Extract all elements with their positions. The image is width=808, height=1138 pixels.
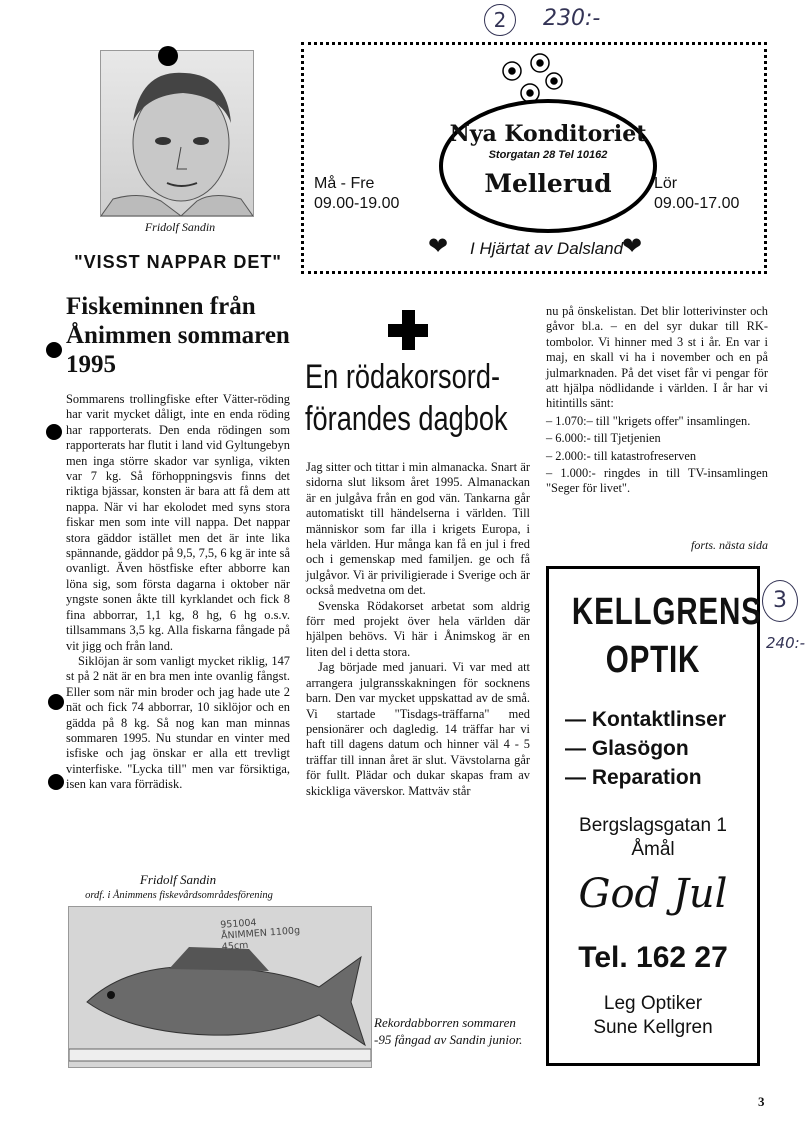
optik-greeting: God Jul (578, 871, 728, 917)
optik-name-line2: OPTIK (605, 639, 701, 681)
article-body-continued (546, 304, 768, 497)
hours-weekday-label: Må - Fre (314, 175, 375, 192)
article-title-dagbok: En rödakorsord-förandes dagbok (305, 358, 508, 438)
donation-item: – 1.070:– till "krigets offer" insamlingen. (546, 413, 751, 428)
signature-role: ordf. i Ånimmens fiskevårdsområdesförening (85, 890, 273, 901)
service-item: — Reparation (565, 766, 702, 789)
red-cross-icon (388, 310, 428, 350)
signature-name: Fridolf Sandin (139, 872, 217, 887)
punch-hole (48, 694, 64, 710)
punch-hole (46, 424, 62, 440)
konditori-slogan: I Hjärtat av Dalsland (470, 239, 624, 258)
konditori-ad (301, 42, 767, 274)
continued-note: forts. nästa sida (690, 538, 768, 552)
optik-ad (546, 566, 760, 1066)
article-body-dagbok (306, 460, 530, 799)
hours-weekday: 09.00-19.00 (314, 195, 400, 212)
punch-hole (46, 342, 62, 358)
fish-photo (68, 906, 372, 1068)
column-heading: "VISST NAPPAR DET" (74, 252, 282, 272)
optik-town: Åmål (631, 839, 675, 860)
heart-icon: ❤ (622, 234, 643, 260)
konditori-oval (439, 99, 657, 233)
handwritten-number-2: 2 (484, 4, 516, 36)
optik-address: Bergslagsgatan 1 (579, 815, 727, 836)
optik-phone: Tel. 162 27 (578, 941, 728, 974)
donation-item: – 1.000:- ringdes in till TV-insamlingen "Seger för livet". (546, 466, 768, 496)
portrait-photo (100, 50, 254, 217)
hours-saturday-label: Lör (654, 175, 678, 192)
optik-owner-title: Leg Optiker (603, 993, 703, 1014)
page-number: 3 (758, 1094, 765, 1109)
handwritten-number-3: 3 (762, 580, 798, 622)
fish-photo-caption: Rekordabborren sommaren -95 fångad av Sandin junior. (374, 1015, 523, 1047)
service-item: — Kontaktlinser (565, 708, 727, 731)
hours-saturday: 09.00-17.00 (654, 195, 740, 212)
konditori-address: Storgatan 28 Tel 10162 (488, 149, 608, 161)
photo-handwritten-note: 951004 ÅNIMMEN 1100g 45cm (219, 917, 301, 953)
paragraph: Jag sitter och tittar i min almanacka. Snart är sidorna slut liksom året 1995. Almanackan är en julgåva från en god vän. Tankarna går automatiskt till händelserna i världen. Till människor som far illa i krigets Europa, i hela världen. Hur många kan få en jul i fred och i gemenskap med familjen. ge och få julgåvor. Vi är priviligierade i Sverige och är också medvetna om det. (306, 460, 530, 598)
paragraph: Siklöjan är som vanligt mycket riklig, 147 st på 2 nät är en bra men inte ovanlig fångst. Eller som när min broder och jag hade ute 2 nät och fick 74 abborrar, 10 siklöjor och en gädda på 8 kg. Så nog kan man minnas sommaren 1995. Nu stundar en vinter med isfiske och jag önskar er alla ett trevligt vinterfiske. "Lycka till" men var försiktiga, isen kan vara förrädisk. (66, 653, 290, 792)
konditori-name: Nya Konditoriet (449, 121, 647, 147)
paragraph: Svenska Rödakorset arbetat som aldrig förr med projekt över hela världen där hjälpen behövs. Vi här i Ånimskog är en liten del i detta stora. (306, 598, 530, 659)
optik-owner-name: Sune Kellgren (593, 1017, 713, 1038)
donation-item: – 6.000:- till Tjetjenien (546, 431, 661, 446)
heart-icon: ❤ (428, 234, 449, 260)
optik-name-line1: KELLGRENS (571, 591, 762, 633)
article-body-fiskeminnen (66, 392, 290, 793)
punch-hole (48, 774, 64, 790)
paragraph: nu på önskelistan. Det blir lotterivinster och gåvor bl.a. – en del syr dukar till RK-tombolor. Vi hinner med 3 st i år. En var i maj, en skall vi ha i november och en på julmarknaden. På det viset får vi pengar för att hjälpa nödlidande i världen. I år har vi hitintills sänt: (546, 304, 768, 411)
handwritten-price-mid: 240:- (766, 634, 806, 652)
service-item: — Glasögon (565, 737, 689, 760)
paragraph: Sommarens trollingfiske efter Vätter-röding har varit mycket dåligt, inte en enda röding har rapporterats. Den enda rödingen som rapporterats har flutit i land vid Gyltungebyn men inga större skador var synliga, vikten var 7 kg. Så förhoppningsvis finns det riktiga bjässar, konsten är bara att få dem att nappa. När vi har ekolodet med syns stora fiskar men som inte vill nappa. Det nappar stora gäddor istället men det är inte lika spännande, gäddor på 9,5, 7,5, 6 kg är inte så ovanligt. Även höstfiske efter abborre kan löna sig, som första dagarna i oktober när yngste sonen åkte till kyrklandet och fick 8 fina abborrar, 1,1 kg, 8 hg, 6 hg o.s.v. tillsammans 3,5 kg. Alla fiskarna fångade på vit jigg och från land. (66, 392, 290, 653)
article-title-fiskeminnen: Fiskeminnen från Ånimmen sommaren 1995 (66, 293, 290, 378)
donation-item: – 2.000:- till katastrofreserven (546, 448, 697, 463)
portrait-illustration (101, 51, 253, 216)
optik-services (565, 705, 726, 792)
paragraph: Jag började med januari. Vi var med att arrangera julgransskakningen för socknens barn. Den var mycket uppskattad av de små. Vi startade "Tisdags-träffarna" med pensionärer och dagledig. 14 träffar har vi haft till dagens datum och hinner väl 4 - 5 träffar till innan året är slut. Vävstolarna går för fullt. Plädar och dukar skapas fram av skickliga väverskor. Mattväv står (306, 660, 530, 798)
punch-hole (158, 46, 178, 66)
konditori-town: Mellerud (484, 169, 612, 198)
portrait-caption: Fridolf Sandin (144, 220, 216, 234)
handwritten-price-top: 230:- (543, 6, 601, 31)
